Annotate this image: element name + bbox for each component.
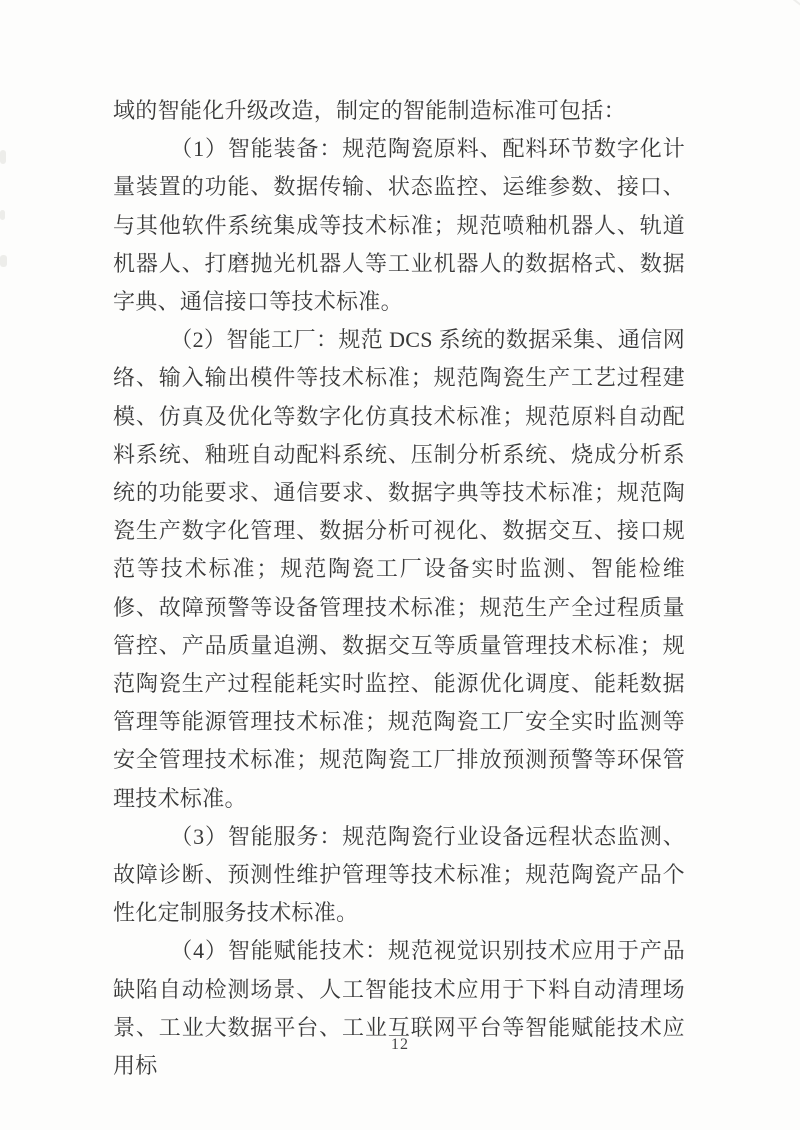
paragraph: （2）智能工厂：规范 DCS 系统的数据采集、通信网络、输入输出模件等技术标准；规范陶瓷生产工艺过程建模、仿真及优化等数字化仿真技术标准；规范原料自动配料系统、釉班自动配料系统、压制分析系统、烧成分析系统的功能要求、通信要求、数据字典等技术标准；规范陶瓷生产数字化管理、数据分析可视化、数据交互、接口规范等技术标准；规范陶瓷工厂设备实时监测、智能检维修、故障预警等设备管理技术标准；规范生产全过程质量管控、产品质量追溯、数据交互等质量管理技术标准；规范陶瓷生产过程能耗实时监控、能源优化调度、能耗数据管理等能源管理技术标准；规范陶瓷工厂安全实时监测等安全管理技术标准；规范陶瓷工厂排放预测预警等环保管理技术标准。 [113,327,685,811]
paragraph: （1）智能装备：规范陶瓷原料、配料环节数字化计量装置的功能、数据传输、状态监控、运维参数、接口、与其他软件系统集成等技术标准；规范喷釉机器人、轨道机器人、打磨抛光机器人等工业机器人的数据格式、数据字典、通信接口等技术标准。 [113,136,685,315]
scan-artifact [0,255,7,267]
paragraph: 域的智能化升级改造，制定的智能制造标准可包括： [113,98,626,123]
page-number: 12 [391,1036,409,1053]
document-body [113,92,685,1085]
paragraph: （3）智能服务：规范陶瓷行业设备远程状态监测、故障诊断、预测性维护管理等技术标准；规范陶瓷产品个性化定制服务技术标准。 [113,823,685,926]
scan-artifact [0,210,5,220]
scan-artifact [772,0,800,8]
scan-artifact [0,150,6,164]
paragraph: （4）智能赋能技术：规范视觉识别技术应用于产品缺陷自动检测场景、人工智能技术应用于下料自动清理场景、工业大数据平台、工业互联网平台等智能赋能技术应用标 [113,938,685,1079]
